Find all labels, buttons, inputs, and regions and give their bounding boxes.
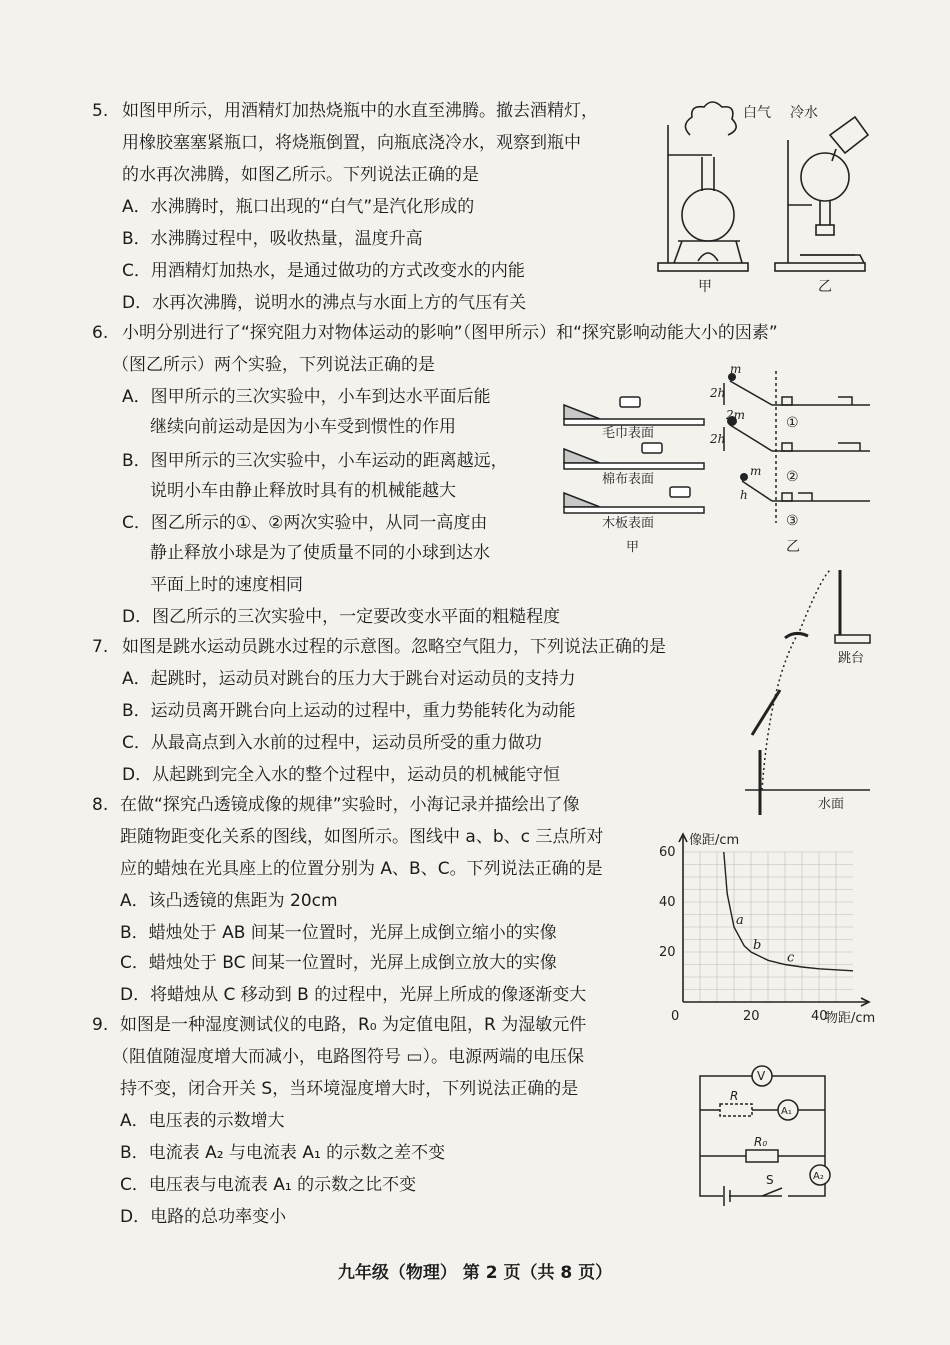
q7-stem: 如图是跳水运动员跳水过程的示意图。忽略空气阻力，下列说法正确的是 (122, 637, 666, 657)
q9-option-c: C．电压表与电流表 A₁ 的示数之比不变 (120, 1175, 417, 1195)
q6-label-circle-2: ② (786, 469, 799, 485)
chart-y-axis-label: 像距/cm (689, 833, 740, 848)
q6-label-m-3: m (750, 464, 762, 478)
q6-option-d: D．图乙所示的三次实验中，一定要改变水平面的粗糙程度 (122, 607, 561, 627)
q9-label-voltmeter: V (757, 1069, 766, 1083)
chart-x-tick-label: 0 (671, 1009, 680, 1024)
q9-label-switch: S (766, 1173, 774, 1187)
q6-figure-yi (710, 363, 875, 555)
chart-x-axis-label: 物距/cm (825, 1011, 876, 1026)
q6-label-jia: 甲 (626, 540, 640, 555)
q7-label-platform: 跳台 (838, 651, 865, 666)
q5-figure-flask (650, 95, 875, 300)
page-footer: 九年级（物理） 第 2 页（共 8 页） (337, 1263, 613, 1283)
q6-label-cotton: 棉布表面 (602, 472, 655, 487)
q7-figure-diver (740, 560, 875, 820)
q8-option-b: B．蜡烛处于 AB 间某一位置时，光屏上成倒立缩小的实像 (120, 923, 557, 943)
q7-option-d: D．从起跳到完全入水的整个过程中，运动员的机械能守恒 (122, 765, 561, 785)
q6-option-c-1: C．图乙所示的①、②两次实验中，从同一高度由 (122, 513, 488, 533)
q7-label-water: 水面 (818, 797, 845, 812)
q6-label-board: 木板表面 (602, 516, 655, 531)
q5-option-a: A．水沸腾时，瓶口出现的“白气”是汽化形成的 (122, 197, 475, 217)
q6-option-b-2: 说明小车由静止释放时具有的机械能越大 (150, 481, 456, 501)
q5-option-b: B．水沸腾过程中，吸收热量，温度升高 (122, 229, 423, 249)
q6-label-yi: 乙 (786, 539, 800, 555)
q6-label-towel: 毛巾表面 (602, 426, 655, 441)
q9-option-b: B．电流表 A₂ 与电流表 A₁ 的示数之差不变 (120, 1143, 446, 1163)
q7-option-b: B．运动员离开跳台向上运动的过程中，重力势能转化为动能 (122, 701, 576, 721)
q9-label-r0: R₀ (754, 1135, 768, 1149)
q7-option-c: C．从最高点到入水前的过程中，运动员所受的重力做功 (122, 733, 542, 753)
q7-option-a: A．起跳时，运动员对跳台的压力大于跳台对运动员的支持力 (122, 669, 576, 689)
q6-figure-jia (560, 385, 710, 555)
q9-stem-2: （阻值随湿度增大而减小，电路图符号 ▭）。电源两端的电压保 (112, 1047, 584, 1067)
q6-label-h: h (740, 488, 748, 502)
q9-label-a2: A₂ (813, 1171, 824, 1182)
q6-option-a-1: A．图甲所示的三次实验中，小车到达水平面后能 (122, 387, 491, 407)
q5-option-d: D．水再次沸腾，说明水的沸点与水面上方的气压有关 (122, 293, 527, 313)
q5-label-cold-water: 冷水 (790, 105, 818, 121)
q9-label-r: R (730, 1089, 739, 1103)
q9-label-a1: A₁ (781, 1106, 792, 1117)
q5-option-c: C．用酒精灯加热水，是通过做功的方式改变水的内能 (122, 261, 525, 281)
q5-stem-2: 用橡胶塞塞紧瓶口，将烧瓶倒置，向瓶底浇冷水，观察到瓶中 (122, 133, 581, 153)
q8-stem-1: 在做“探究凸透镜成像的规律”实验时，小海记录并描绘出了像 (120, 795, 580, 815)
q6-option-c-2: 静止释放小球是为了使质量不同的小球到达水 (150, 543, 490, 563)
chart-x-tick-label: 40 (811, 1009, 828, 1024)
chart-y-tick-label: 20 (659, 945, 676, 960)
q9-stem-3: 持不变，闭合开关 S，当环境湿度增大时，下列说法正确的是 (120, 1079, 579, 1099)
q9-option-d: D．电路的总功率变小 (120, 1207, 287, 1227)
q9-figure-circuit (690, 1060, 840, 1210)
image-distance-chart (655, 820, 880, 1030)
q5-stem-1: 如图甲所示，用酒精灯加热烧瓶中的水直至沸腾。撤去酒精灯， (122, 101, 598, 121)
chart-y-tick-label: 40 (659, 895, 676, 910)
q8-option-c: C．蜡烛处于 BC 间某一位置时，光屏上成倒立放大的实像 (120, 953, 557, 973)
q8-chart (655, 820, 880, 1030)
q6-stem-2: （图乙所示）两个实验，下列说法正确的是 (112, 355, 435, 375)
q9-stem-1: 如图是一种湿度测试仪的电路，R₀ 为定值电阻，R 为湿敏元件 (120, 1015, 587, 1035)
q8-number: 8. (92, 795, 109, 815)
q6-stem-1: 小明分别进行了“探究阻力对物体运动的影响”（图甲所示）和“探究影响动能大小的因素” (122, 323, 778, 343)
q6-label-2m: 2m (726, 408, 746, 422)
q8-option-a: A．该凸透镜的焦距为 20cm (120, 891, 338, 911)
q6-label-m-1: m (730, 363, 742, 376)
q6-label-circle-1: ① (786, 415, 799, 431)
q8-stem-3: 应的蜡烛在光具座上的位置分别为 A、B、C。下列说法正确的是 (120, 859, 603, 879)
q6-label-2h-1: 2h (710, 386, 726, 400)
q5-label-jia: 甲 (698, 279, 712, 295)
chart-x-tick-label: 20 (743, 1009, 760, 1024)
q6-label-circle-3: ③ (786, 513, 799, 529)
q6-label-2h-2: 2h (710, 432, 726, 446)
q6-option-c-3: 平面上时的速度相同 (150, 575, 303, 595)
q5-number: 5. (92, 101, 109, 121)
chart-point-label-a: a (736, 913, 744, 928)
chart-y-tick-label: 60 (659, 845, 676, 860)
q6-option-b-1: B．图甲所示的三次实验中，小车运动的距离越远， (122, 451, 508, 471)
q8-stem-2: 距随物距变化关系的图线，如图所示。图线中 a、b、c 三点所对 (120, 827, 604, 847)
q5-label-yi: 乙 (818, 279, 832, 295)
q9-number: 9. (92, 1015, 109, 1035)
q6-number: 6. (92, 323, 109, 343)
chart-point-label-b: b (753, 938, 762, 953)
chart-point-label-c: c (787, 950, 795, 966)
q7-number: 7. (92, 637, 109, 657)
q6-option-a-2: 继续向前运动是因为小车受到惯性的作用 (150, 417, 456, 437)
q5-stem-3: 的水再次沸腾，如图乙所示。下列说法正确的是 (122, 165, 479, 185)
q8-option-d: D．将蜡烛从 C 移动到 B 的过程中，光屏上所成的像逐渐变大 (120, 985, 587, 1005)
q5-label-white-gas: 白气 (743, 105, 771, 121)
q9-option-a: A．电压表的示数增大 (120, 1111, 285, 1131)
